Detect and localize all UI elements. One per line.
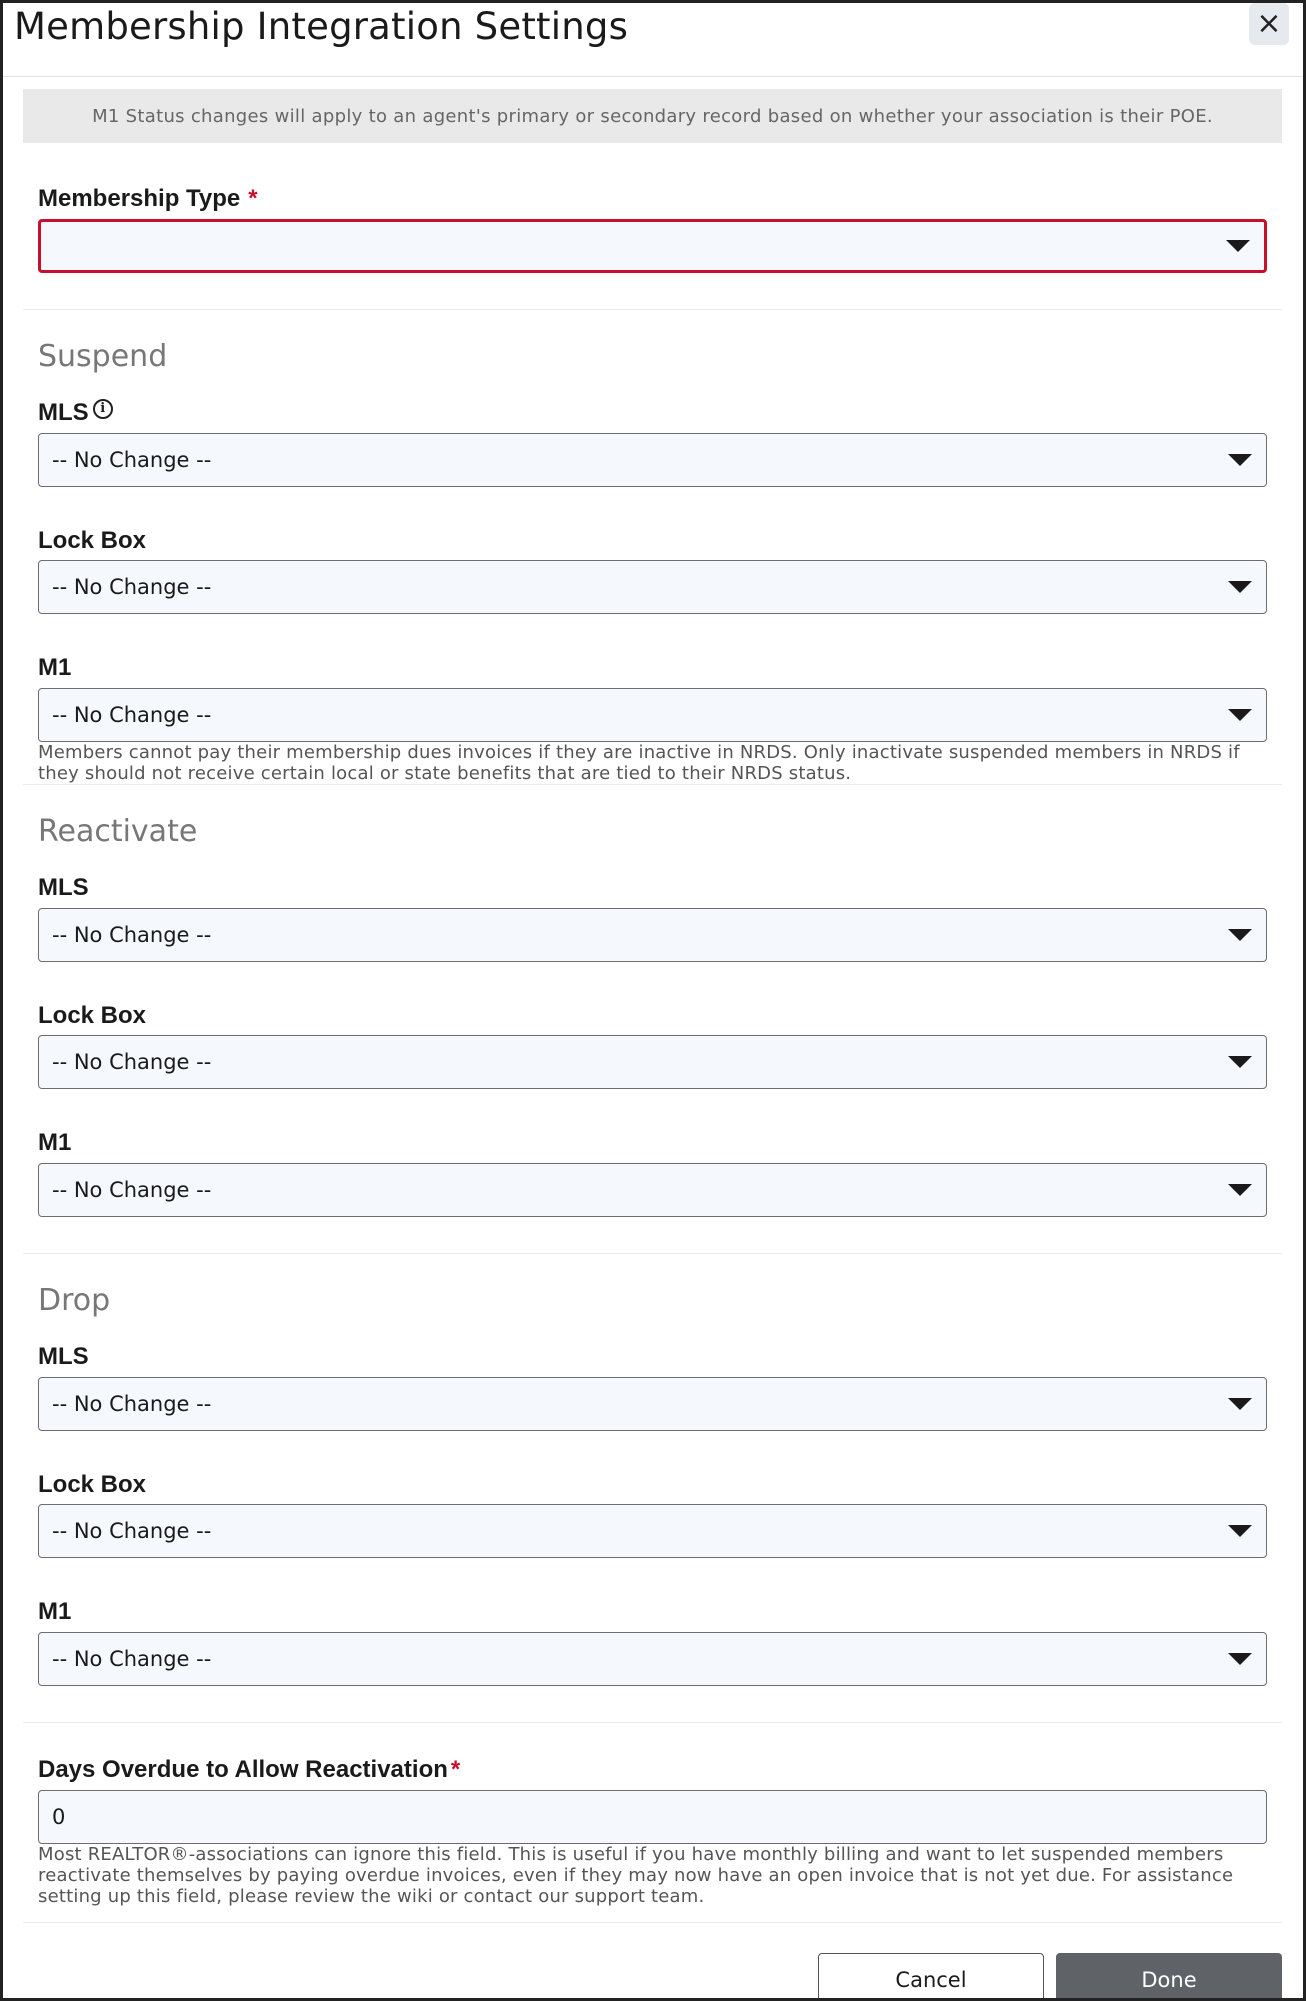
reactivate-mls-select[interactable] <box>38 908 1267 962</box>
chevron-down-icon <box>1228 929 1252 941</box>
suspend-help-text: Members cannot pay their membership dues invoices if they are inactive in NRDS. Only inactivate suspended members in NRDS if they should not receive certain local or state benefits that are tied to their NRDS status. <box>38 742 1240 784</box>
suspend-mls-select[interactable] <box>38 433 1267 487</box>
suspend-mls-value: -- No Change -- <box>52 448 212 472</box>
membership-type-label-text: Membership Type <box>38 185 241 212</box>
suspend-m1-select[interactable] <box>38 688 1267 742</box>
drop-m1-select[interactable] <box>38 1632 1267 1686</box>
chevron-down-icon <box>1226 240 1250 252</box>
membership-type-label <box>38 185 258 213</box>
chevron-down-icon <box>1228 709 1252 721</box>
info-icon[interactable]: i <box>93 399 113 419</box>
info-banner: M1 Status changes will apply to an agent's primary or secondary record based on whether your association is their POE. <box>23 89 1282 143</box>
drop-m1-label: M1 <box>38 1598 72 1625</box>
done-button[interactable]: Done <box>1056 1953 1282 2001</box>
suspend-lockbox-select[interactable] <box>38 560 1267 614</box>
cancel-button[interactable]: Cancel <box>818 1953 1044 2001</box>
drop-mls-label: MLS <box>38 1343 89 1370</box>
divider <box>23 1253 1282 1254</box>
membership-type-select[interactable] <box>38 219 1267 273</box>
suspend-lockbox-label: Lock Box <box>38 527 147 554</box>
required-marker: * <box>450 1756 461 1783</box>
days-overdue-input[interactable] <box>38 1790 1267 1844</box>
dialog-title: Membership Integration Settings <box>14 5 629 48</box>
days-overdue-label-text: Days Overdue to Allow Reactivation <box>38 1756 448 1783</box>
chevron-down-icon <box>1228 1653 1252 1665</box>
required-marker: * <box>248 185 258 212</box>
drop-mls-select[interactable] <box>38 1377 1267 1431</box>
divider <box>23 1722 1282 1723</box>
drop-lockbox-value: -- No Change -- <box>52 1519 212 1543</box>
divider <box>23 784 1282 785</box>
reactivate-section-title: Reactivate <box>38 814 198 849</box>
reactivate-mls-value: -- No Change -- <box>52 923 212 947</box>
days-overdue-label <box>38 1756 460 1784</box>
suspend-m1-label: M1 <box>38 654 72 681</box>
drop-m1-value: -- No Change -- <box>52 1647 212 1671</box>
reactivate-lockbox-label: Lock Box <box>38 1002 147 1029</box>
divider <box>23 1922 1282 1923</box>
drop-mls-value: -- No Change -- <box>52 1392 212 1416</box>
reactivate-m1-value: -- No Change -- <box>52 1178 212 1202</box>
days-overdue-help-text: Most REALTOR®-associations can ignore this field. This is useful if you have monthly billing and want to let suspended members reactivate themselves by paying overdue invoices, even if they may now have an open invoice that is not yet due. For assistance setting up this field, please review the wiki or contact our support team. <box>38 1844 1234 1907</box>
reactivate-m1-label: M1 <box>38 1129 72 1156</box>
dialog-header <box>3 3 1303 77</box>
divider <box>23 309 1282 310</box>
reactivate-mls-label: MLS <box>38 874 89 901</box>
reactivate-lockbox-select[interactable] <box>38 1035 1267 1089</box>
drop-lockbox-label: Lock Box <box>38 1471 147 1498</box>
chevron-down-icon <box>1228 1398 1252 1410</box>
suspend-lockbox-value: -- No Change -- <box>52 575 212 599</box>
suspend-m1-value: -- No Change -- <box>52 703 212 727</box>
suspend-section-title: Suspend <box>38 339 168 374</box>
suspend-mls-label-text: MLS <box>38 399 89 426</box>
drop-lockbox-select[interactable] <box>38 1504 1267 1558</box>
reactivate-lockbox-value: -- No Change -- <box>52 1050 212 1074</box>
close-icon: × <box>1256 6 1282 41</box>
chevron-down-icon <box>1228 1056 1252 1068</box>
chevron-down-icon <box>1228 1525 1252 1537</box>
chevron-down-icon <box>1228 581 1252 593</box>
suspend-mls-label <box>38 399 113 427</box>
close-button[interactable] <box>1249 3 1289 45</box>
drop-section-title: Drop <box>38 1283 111 1318</box>
chevron-down-icon <box>1228 1184 1252 1196</box>
reactivate-m1-select[interactable] <box>38 1163 1267 1217</box>
chevron-down-icon <box>1228 454 1252 466</box>
